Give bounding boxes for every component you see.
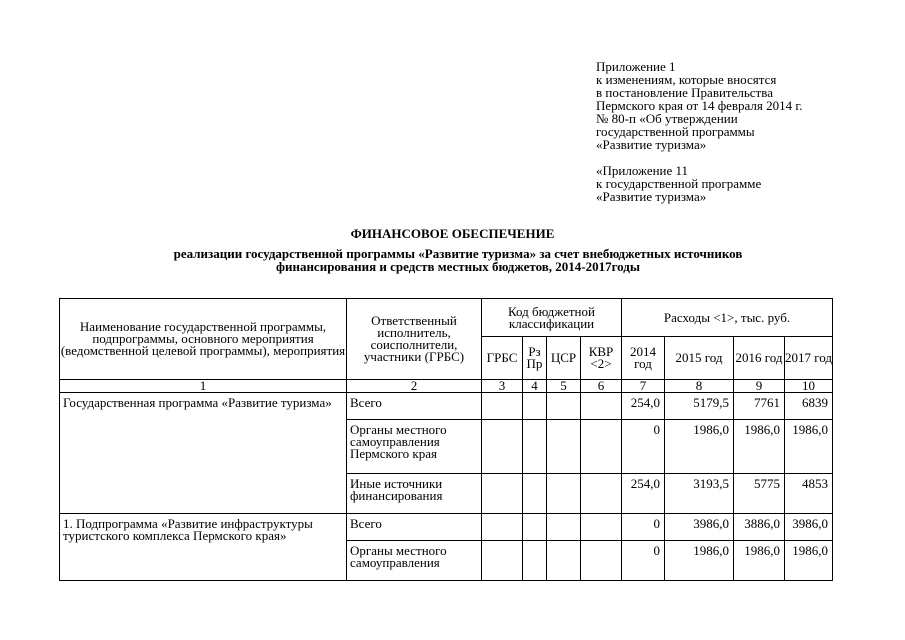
header-grbs: ГРБС [482, 337, 523, 380]
header-2016: 2016 год [734, 337, 785, 380]
appendix-line: к государственной программе [596, 176, 762, 191]
value-2017: 1986,0 [785, 541, 833, 581]
value-2015: 1986,0 [665, 420, 734, 474]
header-kvr: КВР <2> [581, 337, 622, 380]
column-number-row [60, 380, 833, 393]
col-number: 3 [482, 380, 523, 393]
col-number: 5 [547, 380, 581, 393]
financing-table [59, 298, 833, 581]
col-number: 8 [665, 380, 734, 393]
table-row [60, 514, 833, 541]
value-2014: 0 [622, 541, 665, 581]
value-2015: 5179,5 [665, 393, 734, 420]
value-2017: 3986,0 [785, 514, 833, 541]
subtitle-line: реализации государственной программы «Развитие туризма» за счет внебюджетных источников [173, 246, 743, 261]
header-2017: 2017 год [785, 337, 833, 380]
value-2016: 1986,0 [734, 420, 785, 474]
col-number: 1 [60, 380, 347, 393]
document-subtitle [128, 247, 788, 273]
appendix-line: «Развитие туризма» [596, 137, 707, 152]
appendix-line: государственной программы [596, 124, 755, 139]
document-title: ФИНАНСОВОЕ ОБЕСПЕЧЕНИЕ [350, 226, 555, 241]
header-2014: 2014 год [622, 337, 665, 380]
value-2015: 3986,0 [665, 514, 734, 541]
value-2016: 5775 [734, 474, 785, 514]
subtitle-line: финансирования и средств местных бюджетов, 2014-2017годы [275, 259, 641, 274]
value-2015: 3193,5 [665, 474, 734, 514]
col-number: 2 [347, 380, 482, 393]
value-2017: 4853 [785, 474, 833, 514]
value-2014: 254,0 [622, 474, 665, 514]
appendix-line: в постановление Правительства [596, 85, 773, 100]
appendix-line: «Приложение 11 [596, 163, 689, 178]
header-2015: 2015 год [665, 337, 734, 380]
col-number: 10 [785, 380, 833, 393]
header-rzpr: Рз Пр [523, 337, 547, 380]
executor-cell: Иные источники финансирования [347, 474, 482, 514]
appendix-line: к изменениям, которые вносятся [596, 72, 777, 87]
value-2016: 1986,0 [734, 541, 785, 581]
value-2016: 3886,0 [734, 514, 785, 541]
value-2015: 1986,0 [665, 541, 734, 581]
executor-cell: Всего [347, 393, 482, 420]
table-row [60, 393, 833, 420]
value-2017: 1986,0 [785, 420, 833, 474]
value-2014: 0 [622, 420, 665, 474]
header-expenses: Расходы <1>, тыс. руб. [622, 299, 833, 337]
appendix-line: Пермского края от 14 февраля 2014 г. [596, 98, 803, 113]
header-name: Наименование государственной программы, подпрограммы, основного мероприятия (ведомственной целевой программы), мероприятия [60, 299, 347, 380]
executor-cell: Органы местного самоуправления [347, 541, 482, 581]
appendix-line: № 80-п «Об утверждении [596, 111, 738, 126]
executor-cell: Всего [347, 514, 482, 541]
col-number: 6 [581, 380, 622, 393]
appendix-line: Приложение 1 [596, 59, 676, 74]
col-number: 9 [734, 380, 785, 393]
header-code: Код бюджетной классификации [482, 299, 622, 337]
col-number: 7 [622, 380, 665, 393]
col-number: 4 [523, 380, 547, 393]
executor-cell: Органы местного самоуправления Пермского края [347, 420, 482, 474]
value-2014: 0 [622, 514, 665, 541]
value-2016: 7761 [734, 393, 785, 420]
header-csr: ЦСР [547, 337, 581, 380]
value-2017: 6839 [785, 393, 833, 420]
program-name: Государственная программа «Развитие туризма» [60, 393, 347, 514]
appendix-line: «Развитие туризма» [596, 189, 707, 204]
subprogram-name: 1. Подпрограмма «Развитие инфраструктуры туристского комплекса Пермского края» [60, 514, 347, 581]
header-executor: Ответственный исполнитель, соисполнители, участники (ГРБС) [347, 299, 482, 380]
appendix-block [596, 60, 803, 203]
value-2014: 254,0 [622, 393, 665, 420]
